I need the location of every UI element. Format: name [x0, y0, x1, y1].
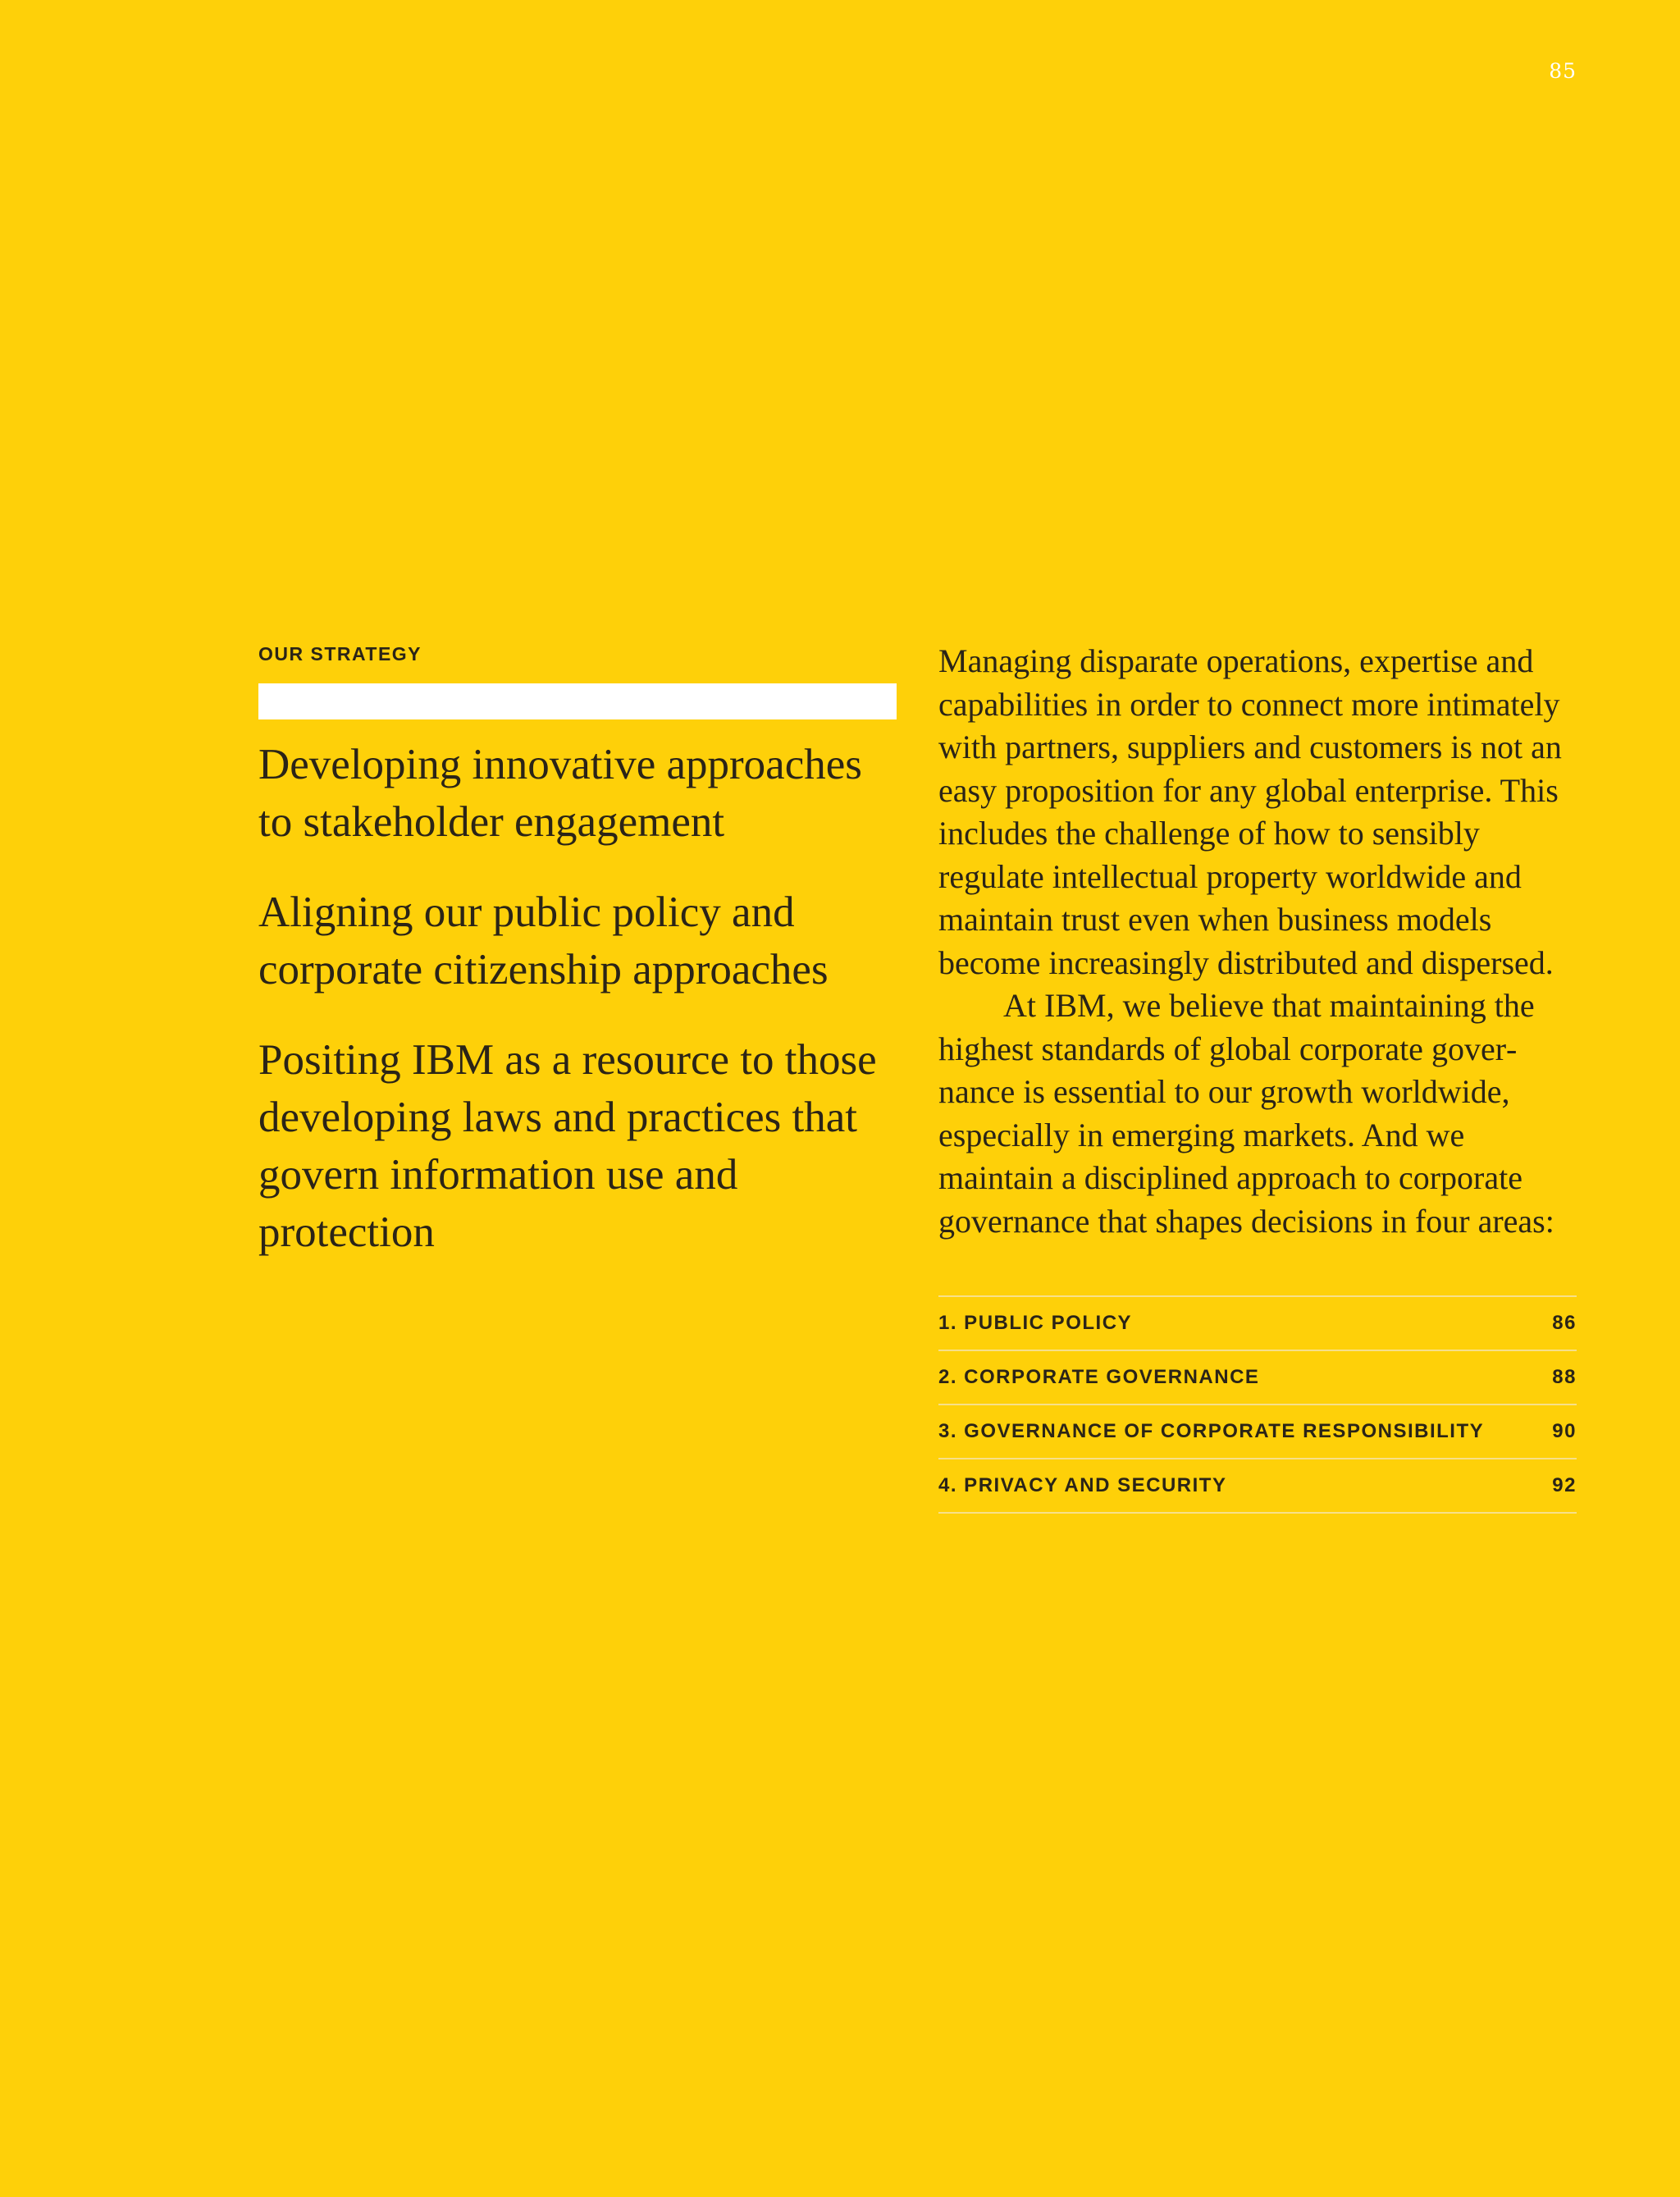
toc-page: 86: [1552, 1312, 1577, 1334]
headline-1: Developing innovative approaches to stakeholder engagement: [258, 741, 862, 846]
headline-2: Aligning our public policy and corporate citizenship approaches: [258, 888, 829, 993]
toc-row-corporate-governance[interactable]: [938, 1351, 1577, 1405]
headline-3: Positing IBM as a resource to those developing laws and practices that govern information use and protection: [258, 1036, 877, 1256]
body-paragraph-1: Managing disparate operations, expertise and capabilities in order to connect more intimately with partners, suppliers and customers is not an easy proposition for any global enterprise. This includes the challenge of how to sensibly regulate intellectual property worldwide and maintain trust even when business models become increasingly distributed and dispersed.: [938, 642, 1562, 981]
section-label: OUR STRATEGY: [258, 643, 422, 665]
body-column: [938, 640, 1577, 1514]
toc-row-public-policy[interactable]: [938, 1297, 1577, 1351]
toc-page: 90: [1552, 1420, 1577, 1442]
toc-label: 2. CORPORATE GOVERNANCE: [938, 1366, 1260, 1388]
strategy-column: [258, 645, 897, 1294]
toc-label: 4. PRIVACY AND SECURITY: [938, 1474, 1227, 1496]
toc-page: 92: [1552, 1474, 1577, 1496]
toc-label: 1. PUBLIC POLICY: [938, 1312, 1133, 1334]
headline-list: [258, 736, 897, 1261]
toc-row-privacy-and-security[interactable]: [938, 1459, 1577, 1514]
page-number: 85: [1549, 59, 1577, 83]
body-paragraph-2: At IBM, we believe that maintaining the highest standards of global corporate governance is essential to our growth worldwide, especially in emerging markets. And we maintain a disciplined approach to corporate governance that shapes decisions in four areas:: [938, 987, 1554, 1240]
toc-row-governance-of-corporate-responsibility[interactable]: [938, 1405, 1577, 1459]
toc-list: [938, 1295, 1577, 1514]
toc-label: 3. GOVERNANCE OF CORPORATE RESPONSIBILITY: [938, 1420, 1485, 1442]
white-bar: [258, 683, 897, 719]
toc-page: 88: [1552, 1366, 1577, 1388]
